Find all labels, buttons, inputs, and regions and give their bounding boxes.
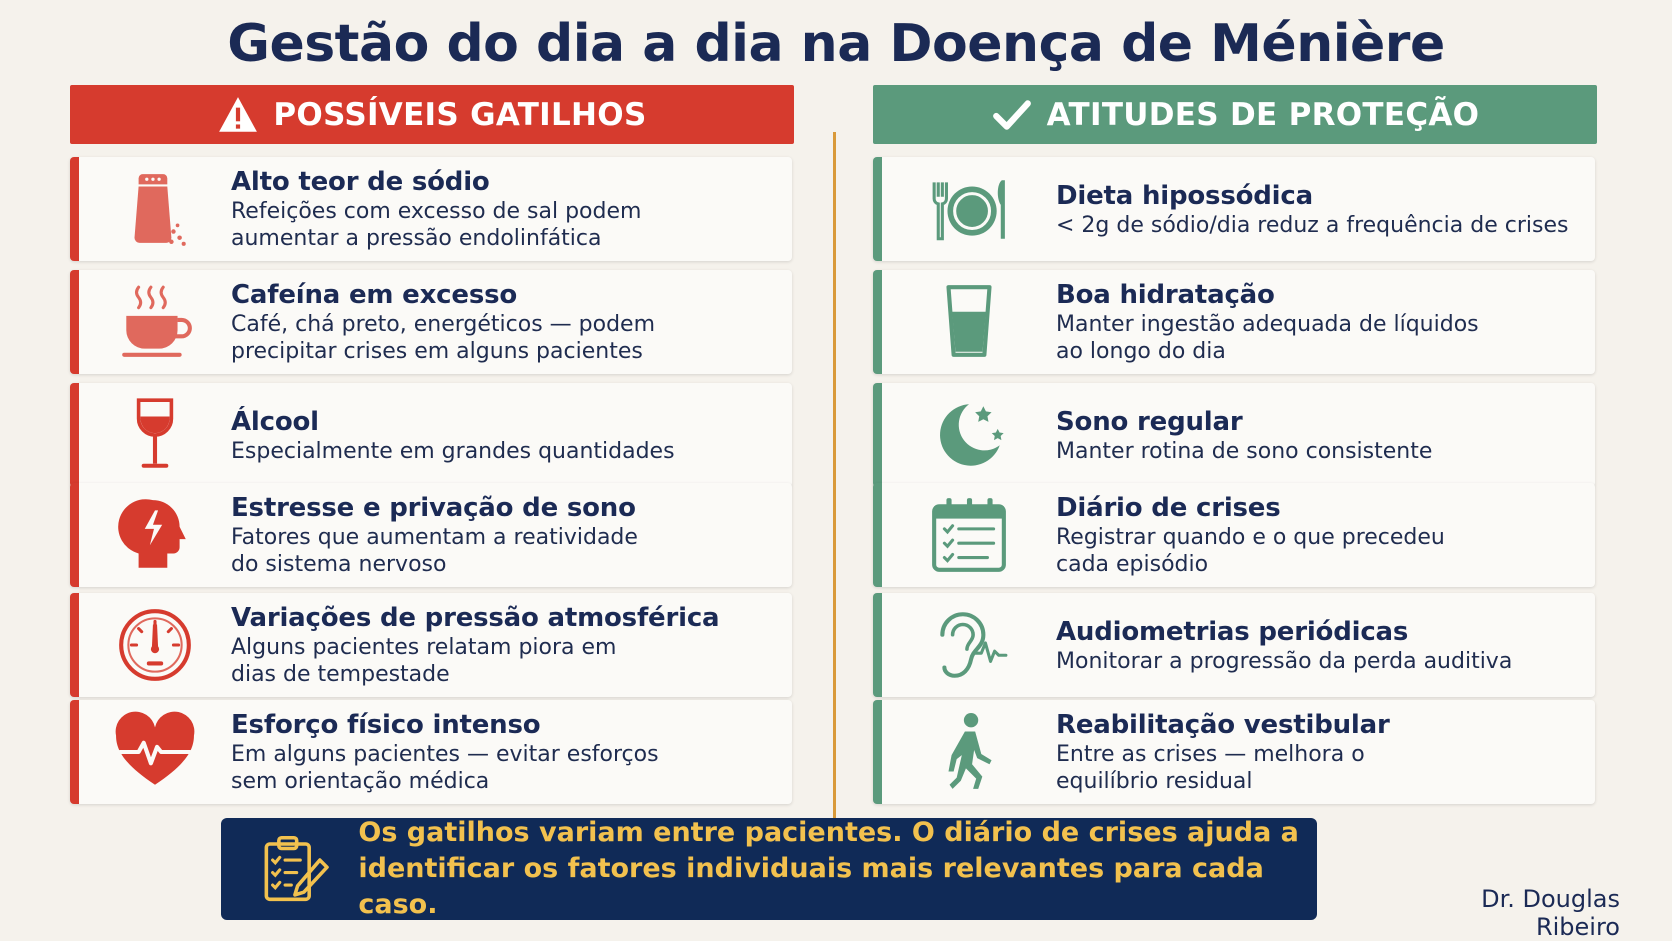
protection-card-diet bbox=[873, 157, 1595, 261]
footer-note bbox=[221, 818, 1317, 920]
card-description: Em alguns pacientes — evitar esforços sem orientação médica bbox=[231, 742, 659, 794]
plate-cutlery-icon bbox=[928, 168, 1010, 250]
card-description: Manter rotina de sono consistente bbox=[1056, 438, 1433, 464]
triggers-header bbox=[70, 85, 794, 144]
card-description: Registrar quando e o que precedeu cada episódio bbox=[1056, 525, 1445, 577]
coffee-cup-icon bbox=[114, 281, 196, 363]
card-title: Sono regular bbox=[1056, 406, 1243, 437]
protection-card-sleep bbox=[873, 383, 1595, 487]
heart-pulse-icon bbox=[114, 711, 196, 793]
card-title: Cafeína em excesso bbox=[231, 280, 518, 310]
card-description: Alguns pacientes relatam piora em dias de tempestade bbox=[231, 635, 617, 687]
card-description: Café, chá preto, energéticos — podem precipitar crises em alguns pacientes bbox=[231, 312, 656, 364]
salt-shaker-icon bbox=[114, 168, 196, 250]
wine-glass-icon bbox=[114, 394, 196, 476]
trigger-card-alcohol bbox=[70, 383, 792, 487]
card-description: Refeições com excesso de sal podem aumentar a pressão endolinfática bbox=[231, 199, 642, 251]
checkmark-icon bbox=[991, 94, 1033, 136]
card-title: Estresse e privação de sono bbox=[231, 493, 636, 523]
column-divider bbox=[833, 132, 836, 820]
card-description: < 2g de sódio/dia reduz a frequência de crises bbox=[1056, 212, 1569, 238]
card-description: Especialmente em grandes quantidades bbox=[231, 438, 675, 464]
barometer-icon bbox=[114, 604, 196, 686]
moon-stars-icon bbox=[928, 394, 1010, 476]
card-description: Monitorar a progressão da perda auditiva bbox=[1056, 648, 1513, 674]
card-title: Esforço físico intenso bbox=[231, 710, 541, 740]
ear-icon bbox=[928, 604, 1010, 686]
stressed-head-icon bbox=[114, 494, 196, 576]
clipboard-pen-icon bbox=[261, 832, 332, 906]
card-title: Álcool bbox=[231, 406, 319, 437]
trigger-card-exertion bbox=[70, 700, 792, 804]
protection-card-audiometry bbox=[873, 593, 1595, 697]
protection-header bbox=[873, 85, 1597, 144]
trigger-card-sodium bbox=[70, 157, 792, 261]
card-title: Alto teor de sódio bbox=[231, 167, 490, 197]
water-glass-icon bbox=[928, 281, 1010, 363]
walking-person-icon bbox=[928, 711, 1010, 793]
calendar-checklist-icon bbox=[928, 494, 1010, 576]
protection-card-vestibular bbox=[873, 700, 1595, 804]
protection-card-hydration bbox=[873, 270, 1595, 374]
trigger-card-stress bbox=[70, 483, 792, 587]
card-title: Reabilitação vestibular bbox=[1056, 710, 1390, 740]
protection-header-label: ATITUDES DE PROTEÇÃO bbox=[1046, 96, 1480, 133]
triggers-header-label: POSSÍVEIS GATILHOS bbox=[273, 96, 647, 133]
trigger-card-caffeine bbox=[70, 270, 792, 374]
footer-note-text: Os gatilhos variam entre pacientes. O diário de crises ajuda a identificar os fatores individuais mais relevantes para cada caso. bbox=[358, 817, 1299, 920]
protection-card-diary bbox=[873, 483, 1595, 587]
card-title: Diário de crises bbox=[1056, 493, 1281, 523]
card-title: Variações de pressão atmosférica bbox=[231, 603, 720, 633]
trigger-card-pressure bbox=[70, 593, 792, 697]
card-description: Manter ingestão adequada de líquidos ao longo do dia bbox=[1056, 312, 1479, 364]
card-description: Entre as crises — melhora o equilíbrio residual bbox=[1056, 742, 1365, 794]
card-title: Dieta hipossódica bbox=[1056, 180, 1313, 211]
page-title: Gestão do dia a dia na Doença de Ménière bbox=[227, 14, 1445, 74]
card-description: Fatores que aumentam a reatividade do sistema nervoso bbox=[231, 525, 638, 577]
warning-icon bbox=[217, 94, 259, 136]
author-signature: Dr. Douglas Ribeiro bbox=[1481, 885, 1620, 941]
card-title: Audiometrias periódicas bbox=[1056, 616, 1409, 647]
card-title: Boa hidratação bbox=[1056, 280, 1275, 310]
